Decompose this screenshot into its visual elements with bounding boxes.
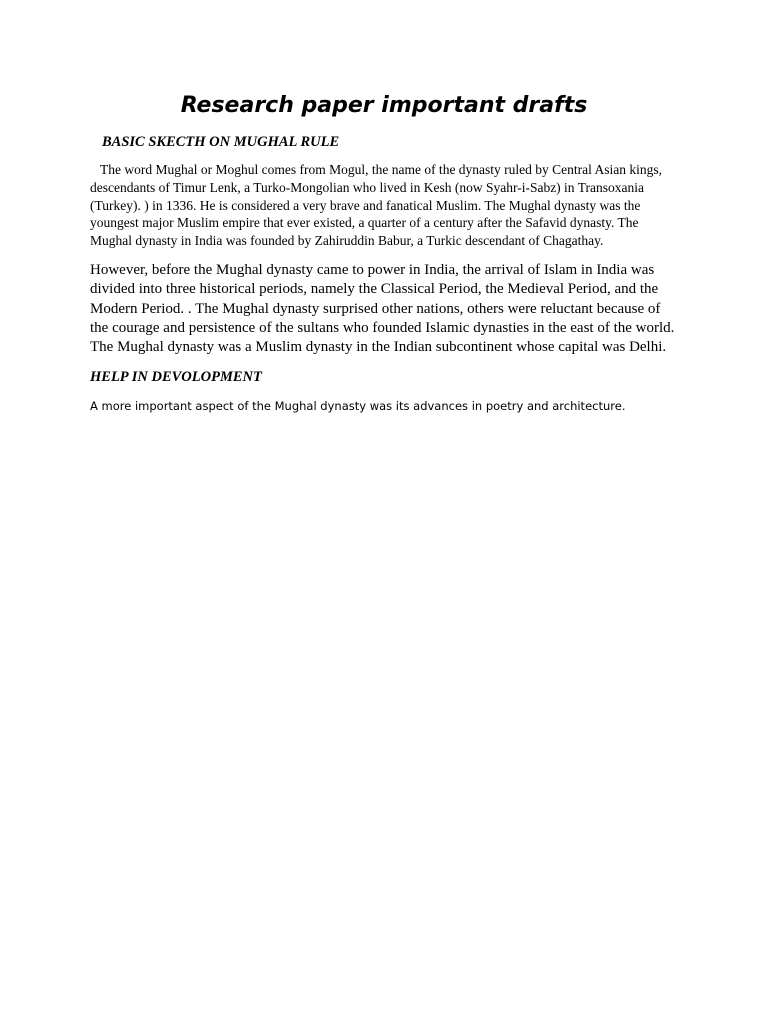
paragraph-mughal-origins	[90, 161, 690, 250]
paragraph-line: However, before the Mughal dynasty came to power in India, the arrival of Islam in India was	[90, 262, 655, 278]
paragraph-line: youngest major Muslim empire that ever existed, a quarter of a century after the Safavid dynasty. The	[90, 215, 639, 231]
paragraph-line: divided into three historical periods, namely the Classical Period, the Medieval Period, and the	[90, 281, 659, 298]
paragraph-line: (Turkey). ) in 1336. He is considered a very brave and fanatical Muslim. The Mughal dynasty was the	[90, 197, 641, 213]
paragraph-poetry-architecture: A more important aspect of the Mughal dynasty was its advances in poetry and architecture.	[90, 399, 626, 413]
section-heading-development: HELP IN DEVOLOPMENT	[90, 369, 262, 385]
paragraph-islam-periods	[90, 261, 690, 357]
paragraph-line: The Mughal dynasty was a Muslim dynasty in the Indian subcontinent whose capital was Delhi.	[90, 339, 667, 356]
paragraph-line: Mughal dynasty in India was founded by Zahiruddin Babur, a Turkic descendant of Chagathay.	[90, 233, 604, 249]
paragraph-line: Modern Period. . The Mughal dynasty surprised other nations, others were reluctant because of	[90, 300, 661, 317]
paragraph-line: descendants of Timur Lenk, a Turko-Mongolian who lived in Kesh (now Syahr-i-Sabz) in Transoxania	[90, 179, 644, 195]
document-title: Research paper important drafts	[180, 93, 588, 118]
section-heading-mughal-rule: BASIC SKECTH ON MUGHAL RULE	[102, 134, 340, 150]
paragraph-line: the courage and persistence of the sultans who founded Islamic dynasties in the east of the world.	[90, 319, 675, 336]
paragraph-line: The word Mughal or Moghul comes from Mogul, the name of the dynasty ruled by Central Asian kings,	[100, 162, 663, 177]
